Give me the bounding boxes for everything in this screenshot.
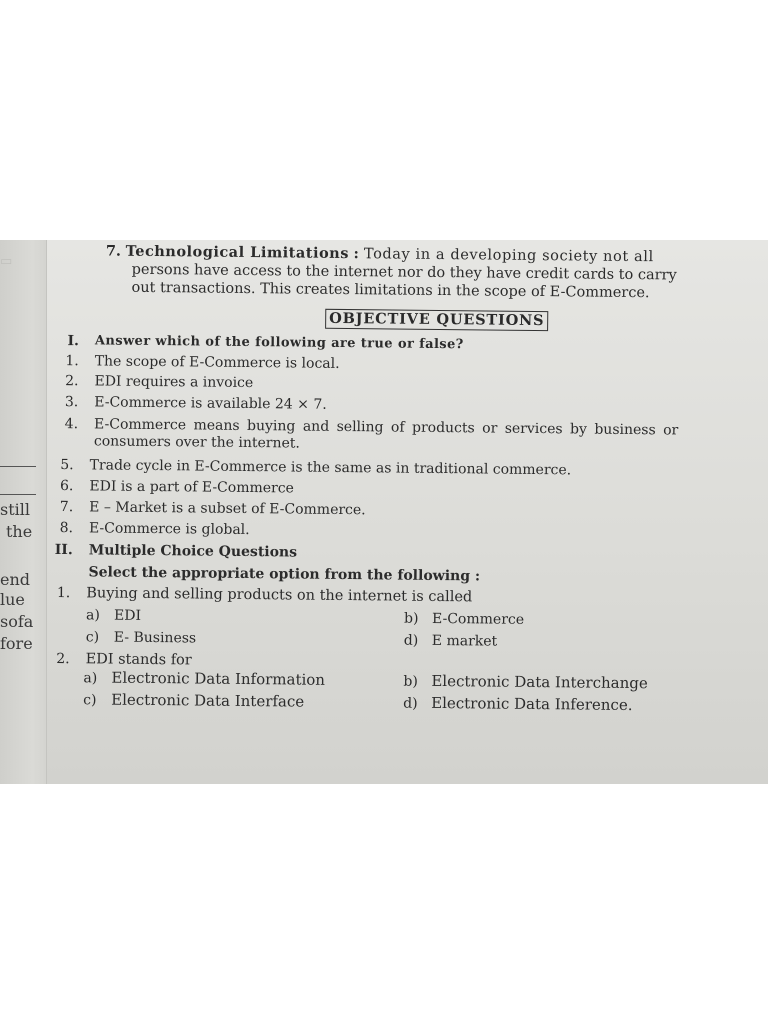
option-a: a) EDI: [85, 607, 142, 624]
paragraph-number: 7.: [105, 242, 122, 260]
option-b: b) Electronic Data Interchange: [403, 671, 648, 693]
paragraph-title: Technological Limitations: [125, 242, 349, 263]
paragraph-text: Today in a developing society not all: [363, 246, 654, 266]
paragraph-text: persons have access to the internet nor do they have credit cards to carry: [131, 261, 677, 284]
option-a: a) Electronic Data Information: [83, 668, 326, 689]
gutter-rule: [0, 494, 36, 495]
page-content: 7. Technological Limitations : Today in a developing society not all persons have access to the internet nor do they have credit cards to carry out transactions. This creates limitations in the scope of E-Commerce. OBJECTIVE QUESTIONS I. Answer which of the following are true or false? 1. The scope of E-Commerce is local. 2. EDI requires a invoice 3. E-Commerce is available 24 × 7. 4. E-Commerce means buying and selling of products or services by business or consumers over the internet. 5. Trade cycle in E-Commerce is the same as in traditional commerce. 6. EDI is a part of E-Commerce 7. E – Market is a subset of E-Commerce. 8. E-Commerce is global. II. Multiple Choice Questions Select the appropriate option from the following : 1. Buying and selling products on the internet is called a) EDI b) E-Commerce c) E- Business d) E market 2. EDI stands for a) Electronic Data Information b) Electronic Data Interchange c) Electronic Data Interface d) Electronic Data Inference.: [52, 240, 758, 784]
objective-questions-heading: OBJECTIVE QUESTIONS: [325, 309, 548, 331]
option-c: c) Electronic Data Interface: [83, 690, 305, 711]
book-photo: [0, 240, 768, 784]
gutter-word: lue: [0, 590, 25, 609]
gutter-word: fore: [0, 634, 33, 653]
paragraph-text: out transactions. This creates limitations in the scope of E-Commerce.: [131, 279, 650, 302]
gutter-rule: [0, 466, 36, 467]
option-c: c) E- Business: [85, 629, 197, 647]
gutter-word: still: [0, 500, 30, 519]
gutter-word: the: [6, 522, 33, 541]
technological-limitations-paragraph: 7. Technological Limitations : Today in a developing society not all persons have access to the internet nor do they have credit cards to carry out transactions. This creates limitations in the scope of E-Commerce.: [105, 243, 746, 304]
option-d: d) Electronic Data Inference.: [403, 693, 633, 715]
option-d: d) E market: [403, 632, 498, 650]
gutter-word: end: [0, 570, 31, 589]
adjacent-page: ▭ still the end lue sofa fore: [0, 240, 47, 784]
option-b: b) E-Commerce: [403, 610, 525, 628]
gutter-word: sofa: [0, 612, 34, 631]
